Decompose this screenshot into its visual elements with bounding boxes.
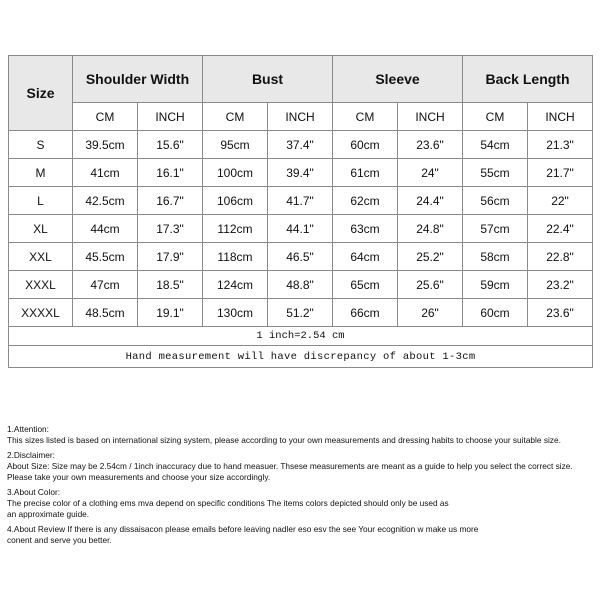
value-cell: 48.8" <box>268 271 333 299</box>
value-cell: 21.3" <box>528 131 593 159</box>
value-cell: 58cm <box>463 243 528 271</box>
value-cell: 48.5cm <box>73 299 138 327</box>
unit-header: CM <box>463 103 528 131</box>
table-row <box>9 215 593 243</box>
value-cell: 26" <box>398 299 463 327</box>
unit-header: INCH <box>138 103 203 131</box>
value-cell: 42.5cm <box>73 187 138 215</box>
value-cell: 65cm <box>333 271 398 299</box>
size-cell: XXXL <box>9 271 73 299</box>
value-cell: 23.6" <box>528 299 593 327</box>
table-row <box>9 131 593 159</box>
note-paragraph <box>7 450 573 483</box>
value-cell: 95cm <box>203 131 268 159</box>
value-cell: 106cm <box>203 187 268 215</box>
table-row <box>9 243 593 271</box>
value-cell: 130cm <box>203 299 268 327</box>
unit-header: INCH <box>398 103 463 131</box>
value-cell: 64cm <box>333 243 398 271</box>
value-cell: 22" <box>528 187 593 215</box>
note-paragraph <box>7 424 573 446</box>
discrepancy-note: Hand measurement will have discrepancy of about 1-3cm <box>9 346 593 368</box>
size-cell: XXXXL <box>9 299 73 327</box>
note-line: 3.About Color: <box>7 487 61 497</box>
value-cell: 41.7" <box>268 187 333 215</box>
value-cell: 59cm <box>463 271 528 299</box>
group-header: Back Length <box>463 56 593 103</box>
size-chart-table <box>8 55 593 368</box>
value-cell: 25.2" <box>398 243 463 271</box>
value-cell: 24.8" <box>398 215 463 243</box>
size-cell: XL <box>9 215 73 243</box>
value-cell: 51.2" <box>268 299 333 327</box>
note-paragraph <box>7 487 573 520</box>
value-cell: 46.5" <box>268 243 333 271</box>
value-cell: 16.1" <box>138 159 203 187</box>
value-cell: 47cm <box>73 271 138 299</box>
group-header: Shoulder Width <box>73 56 203 103</box>
note-line: 2.Disclaimer: <box>7 450 55 460</box>
value-cell: 37.4" <box>268 131 333 159</box>
size-cell: S <box>9 131 73 159</box>
value-cell: 112cm <box>203 215 268 243</box>
value-cell: 23.2" <box>528 271 593 299</box>
note-line: conent and serve you better. <box>7 535 112 545</box>
table-row <box>9 271 593 299</box>
value-cell: 54cm <box>463 131 528 159</box>
table-row <box>9 299 593 327</box>
value-cell: 24.4" <box>398 187 463 215</box>
note-line: an approximate guide. <box>7 509 90 519</box>
note-line: Please take your own measurements and choose your size accordingly. <box>7 472 271 482</box>
size-header: Size <box>9 56 73 131</box>
value-cell: 66cm <box>333 299 398 327</box>
value-cell: 62cm <box>333 187 398 215</box>
note-line: This sizes listed is based on international sizing system, please according to your own measurements and dressing habits to choose your suitable size. <box>7 435 561 445</box>
value-cell: 63cm <box>333 215 398 243</box>
unit-header: CM <box>203 103 268 131</box>
size-cell: L <box>9 187 73 215</box>
value-cell: 60cm <box>333 131 398 159</box>
group-header: Bust <box>203 56 333 103</box>
value-cell: 22.4" <box>528 215 593 243</box>
value-cell: 41cm <box>73 159 138 187</box>
value-cell: 17.9" <box>138 243 203 271</box>
value-cell: 45.5cm <box>73 243 138 271</box>
unit-header: INCH <box>528 103 593 131</box>
value-cell: 19.1" <box>138 299 203 327</box>
value-cell: 15.6" <box>138 131 203 159</box>
value-cell: 23.6" <box>398 131 463 159</box>
value-cell: 44.1" <box>268 215 333 243</box>
value-cell: 57cm <box>463 215 528 243</box>
value-cell: 124cm <box>203 271 268 299</box>
value-cell: 39.4" <box>268 159 333 187</box>
value-cell: 24" <box>398 159 463 187</box>
conversion-note: 1 inch=2.54 cm <box>9 327 593 346</box>
value-cell: 17.3" <box>138 215 203 243</box>
value-cell: 25.6" <box>398 271 463 299</box>
note-line: 1.Attention: <box>7 424 49 434</box>
value-cell: 39.5cm <box>73 131 138 159</box>
note-line: The precise color of a clothing ems mva depend on specific conditions The items colors depicted should only be used as <box>7 498 449 508</box>
value-cell: 55cm <box>463 159 528 187</box>
unit-header: INCH <box>268 103 333 131</box>
size-cell: M <box>9 159 73 187</box>
value-cell: 61cm <box>333 159 398 187</box>
value-cell: 18.5" <box>138 271 203 299</box>
unit-header: CM <box>333 103 398 131</box>
value-cell: 118cm <box>203 243 268 271</box>
note-line: 4.About Review If there is any dissaisacon please emails before leaving nadler eso esv the see Your ecognition w make us more <box>7 524 479 534</box>
note-paragraph <box>7 524 573 546</box>
value-cell: 22.8" <box>528 243 593 271</box>
size-cell: XXL <box>9 243 73 271</box>
value-cell: 100cm <box>203 159 268 187</box>
value-cell: 21.7" <box>528 159 593 187</box>
table-row <box>9 187 593 215</box>
unit-header: CM <box>73 103 138 131</box>
group-header: Sleeve <box>333 56 463 103</box>
value-cell: 56cm <box>463 187 528 215</box>
table-row <box>9 159 593 187</box>
value-cell: 44cm <box>73 215 138 243</box>
value-cell: 16.7" <box>138 187 203 215</box>
note-line: About Size: Size may be 2.54cm / 1inch inaccuracy due to hand measuer. Thsese measurements are meant as a guide to help you select the correct size. <box>7 461 573 471</box>
notes-section <box>7 424 573 550</box>
value-cell: 60cm <box>463 299 528 327</box>
